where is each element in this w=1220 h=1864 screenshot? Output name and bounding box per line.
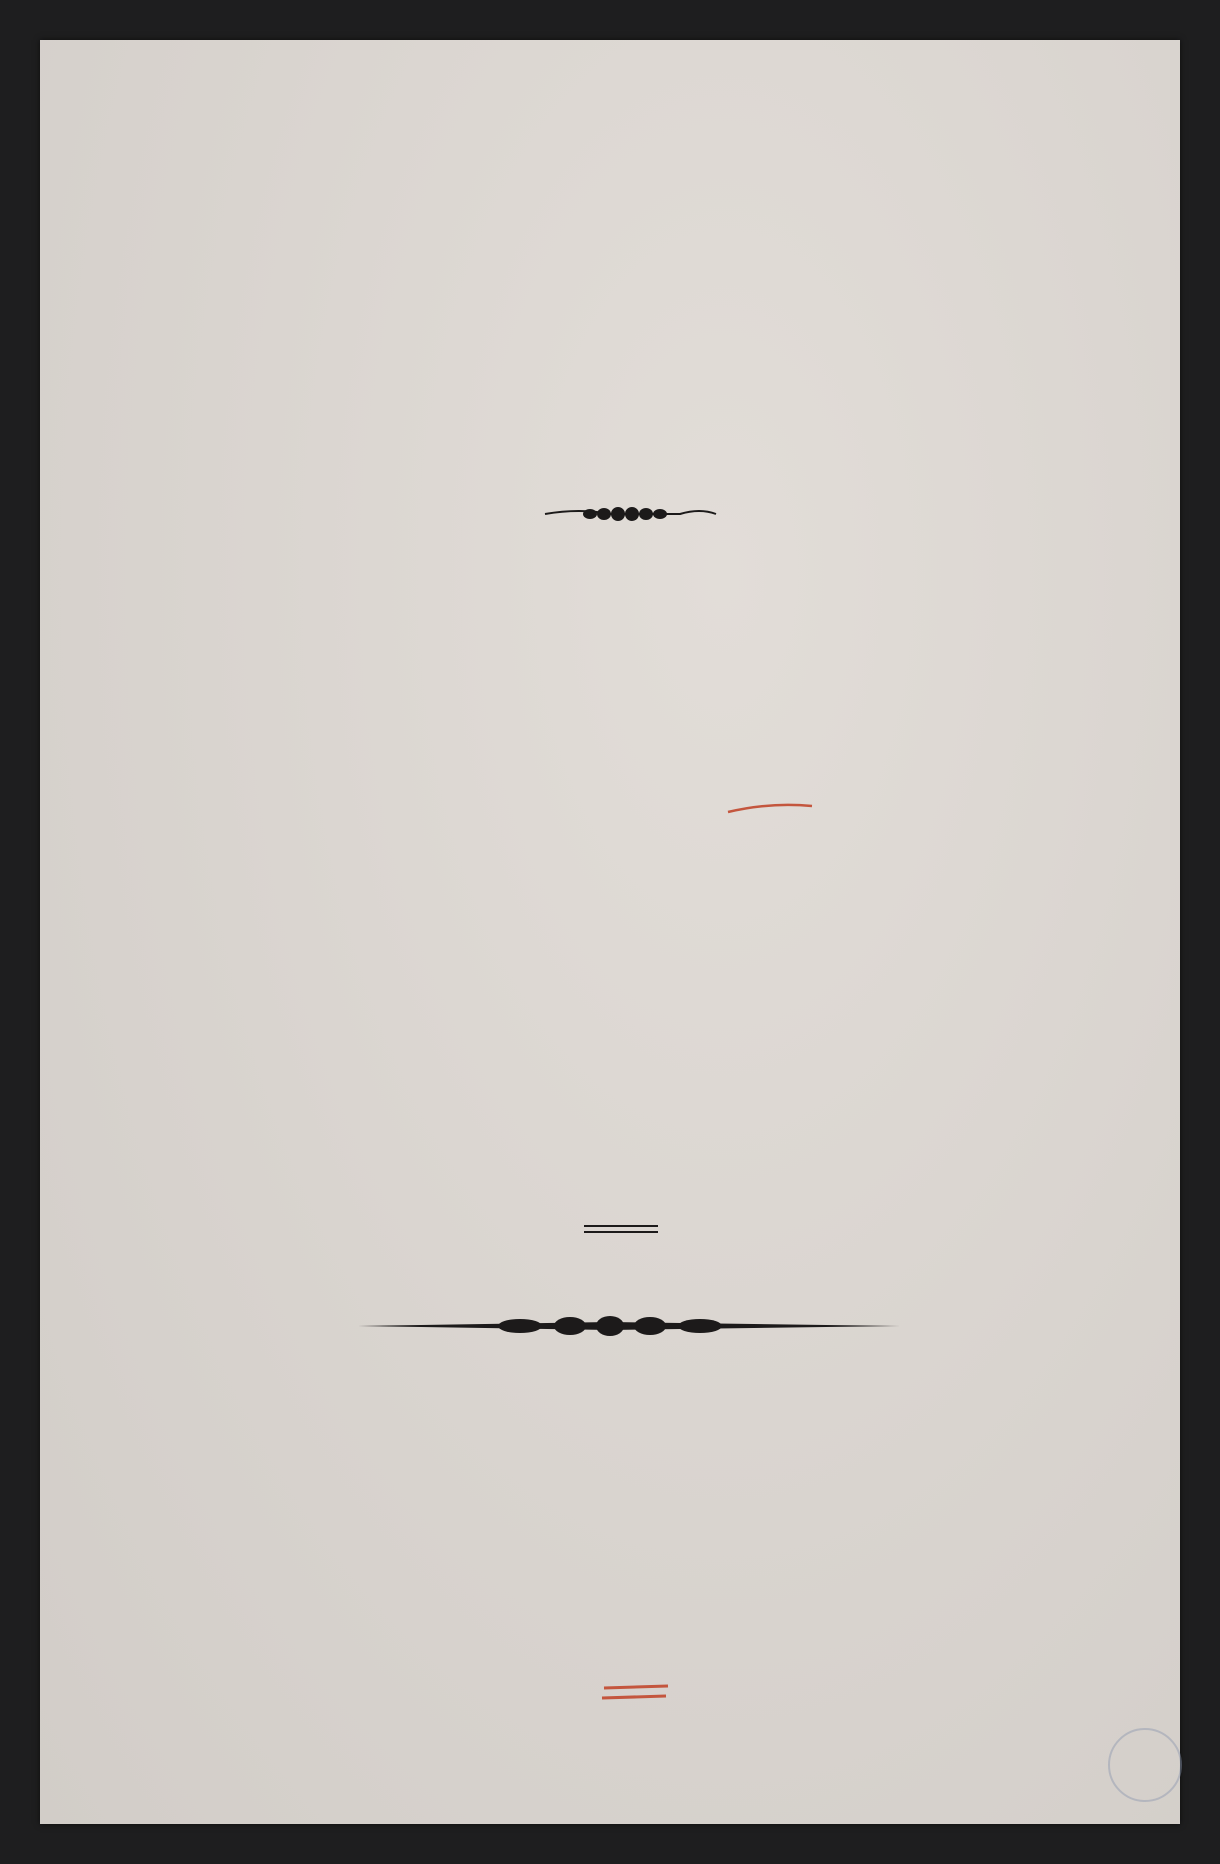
document-sheet <box>40 40 1180 1824</box>
library-stamp <box>1108 1728 1182 1802</box>
